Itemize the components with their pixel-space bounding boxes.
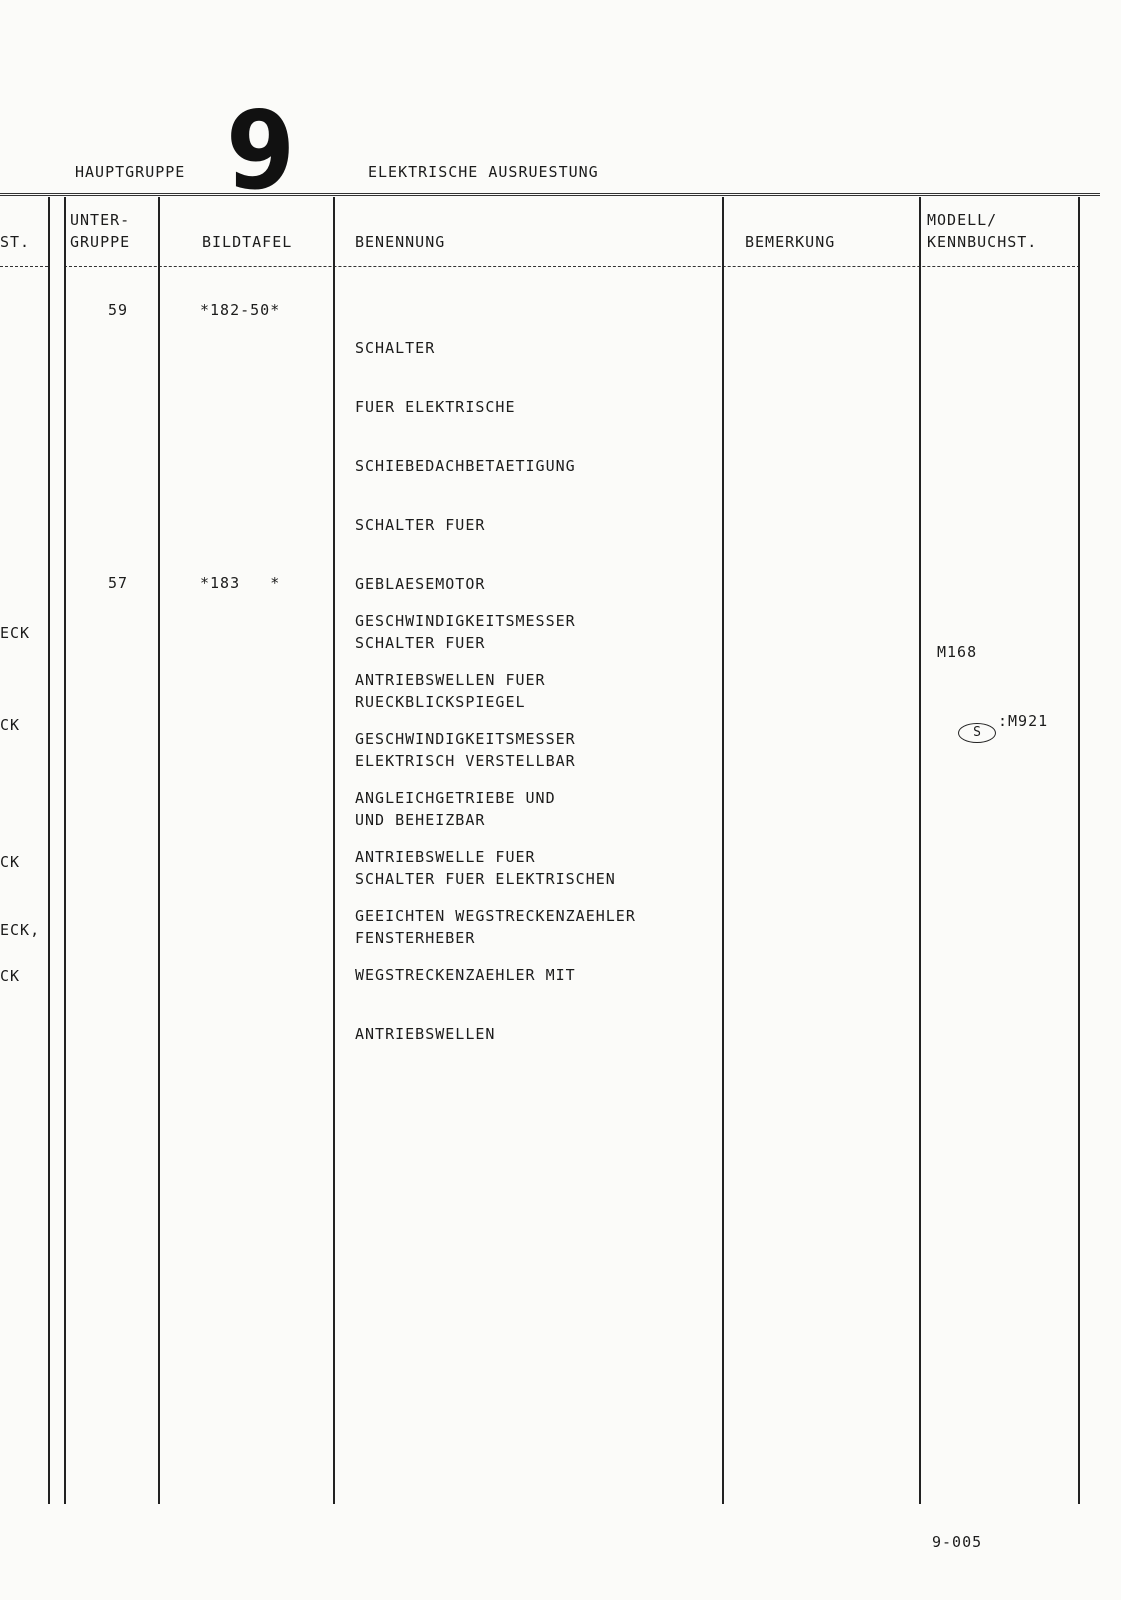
header-label: HAUPTGRUPPE — [75, 163, 186, 181]
benennung-line: SCHIEBEDACHBETAETIGUNG — [355, 457, 576, 475]
row-modell: :M921 — [998, 712, 1049, 730]
benennung-line: WEGSTRECKENZAEHLER MIT — [355, 966, 576, 984]
left-margin-fragment: CK — [0, 967, 21, 985]
benennung-line: SCHALTER FUER — [355, 516, 486, 534]
row-bildtafel: *182-50* — [200, 301, 281, 319]
column-divider — [919, 197, 921, 1504]
col-header-left-cut: ST. — [0, 233, 31, 251]
col-header-modell-1: MODELL/ — [927, 211, 998, 229]
row-untergruppe: 59 — [108, 301, 129, 319]
column-divider — [333, 197, 335, 1504]
col-header-bildtafel: BILDTAFEL — [202, 233, 293, 251]
benennung-line: GEEICHTEN WEGSTRECKENZAEHLER — [355, 907, 636, 925]
column-divider — [48, 197, 50, 1504]
benennung-line: SCHALTER FUER — [355, 634, 486, 652]
benennung-line: ANTRIEBSWELLE FUER — [355, 848, 536, 866]
benennung-line: FENSTERHEBER — [355, 929, 476, 947]
left-margin-fragment: ECK — [0, 624, 31, 642]
benennung-line: SCHALTER FUER ELEKTRISCHEN — [355, 870, 616, 888]
col-header-benennung: BENENNUNG — [355, 233, 446, 251]
row-benennung — [355, 574, 636, 1064]
col-header-bemerkung: BEMERKUNG — [745, 233, 836, 251]
group-number: 9 — [226, 89, 296, 214]
benennung-line: GESCHWINDIGKEITSMESSER — [355, 730, 576, 748]
header-title: ELEKTRISCHE AUSRUESTUNG — [368, 163, 599, 181]
header-dash-left — [0, 266, 48, 267]
benennung-line: FUER ELEKTRISCHE — [355, 398, 516, 416]
benennung-line: ANTRIEBSWELLEN — [355, 1025, 496, 1043]
benennung-line: GEBLAESEMOTOR — [355, 575, 486, 593]
benennung-line: UND BEHEIZBAR — [355, 811, 486, 829]
column-divider — [64, 197, 66, 1504]
left-margin-fragment: ECK, — [0, 921, 41, 939]
s-badge-icon: S — [958, 723, 996, 743]
benennung-line: RUECKBLICKSPIEGEL — [355, 693, 526, 711]
col-header-untergruppe-2: GRUPPE — [70, 233, 131, 251]
column-divider — [722, 197, 724, 1504]
header-dash-main — [64, 266, 1080, 267]
benennung-line: SCHALTER — [355, 339, 436, 357]
benennung-line: ANGLEICHGETRIEBE UND — [355, 789, 556, 807]
benennung-line: ANTRIEBSWELLEN FUER — [355, 671, 546, 689]
column-divider — [1078, 197, 1080, 1504]
row-modell: M168 — [937, 643, 978, 661]
col-header-untergruppe-1: UNTER- — [70, 211, 131, 229]
col-header-modell-2: KENNBUCHST. — [927, 233, 1038, 251]
page-number: 9-005 — [932, 1533, 983, 1551]
benennung-line: ELEKTRISCH VERSTELLBAR — [355, 752, 576, 770]
benennung-line: GESCHWINDIGKEITSMESSER — [355, 612, 576, 630]
column-divider — [158, 197, 160, 1504]
row-untergruppe: 57 — [108, 574, 129, 592]
row-bildtafel: *183 * — [200, 574, 281, 592]
top-double-rule — [0, 193, 1100, 196]
left-margin-fragment: CK — [0, 853, 21, 871]
left-margin-fragment: CK — [0, 716, 21, 734]
